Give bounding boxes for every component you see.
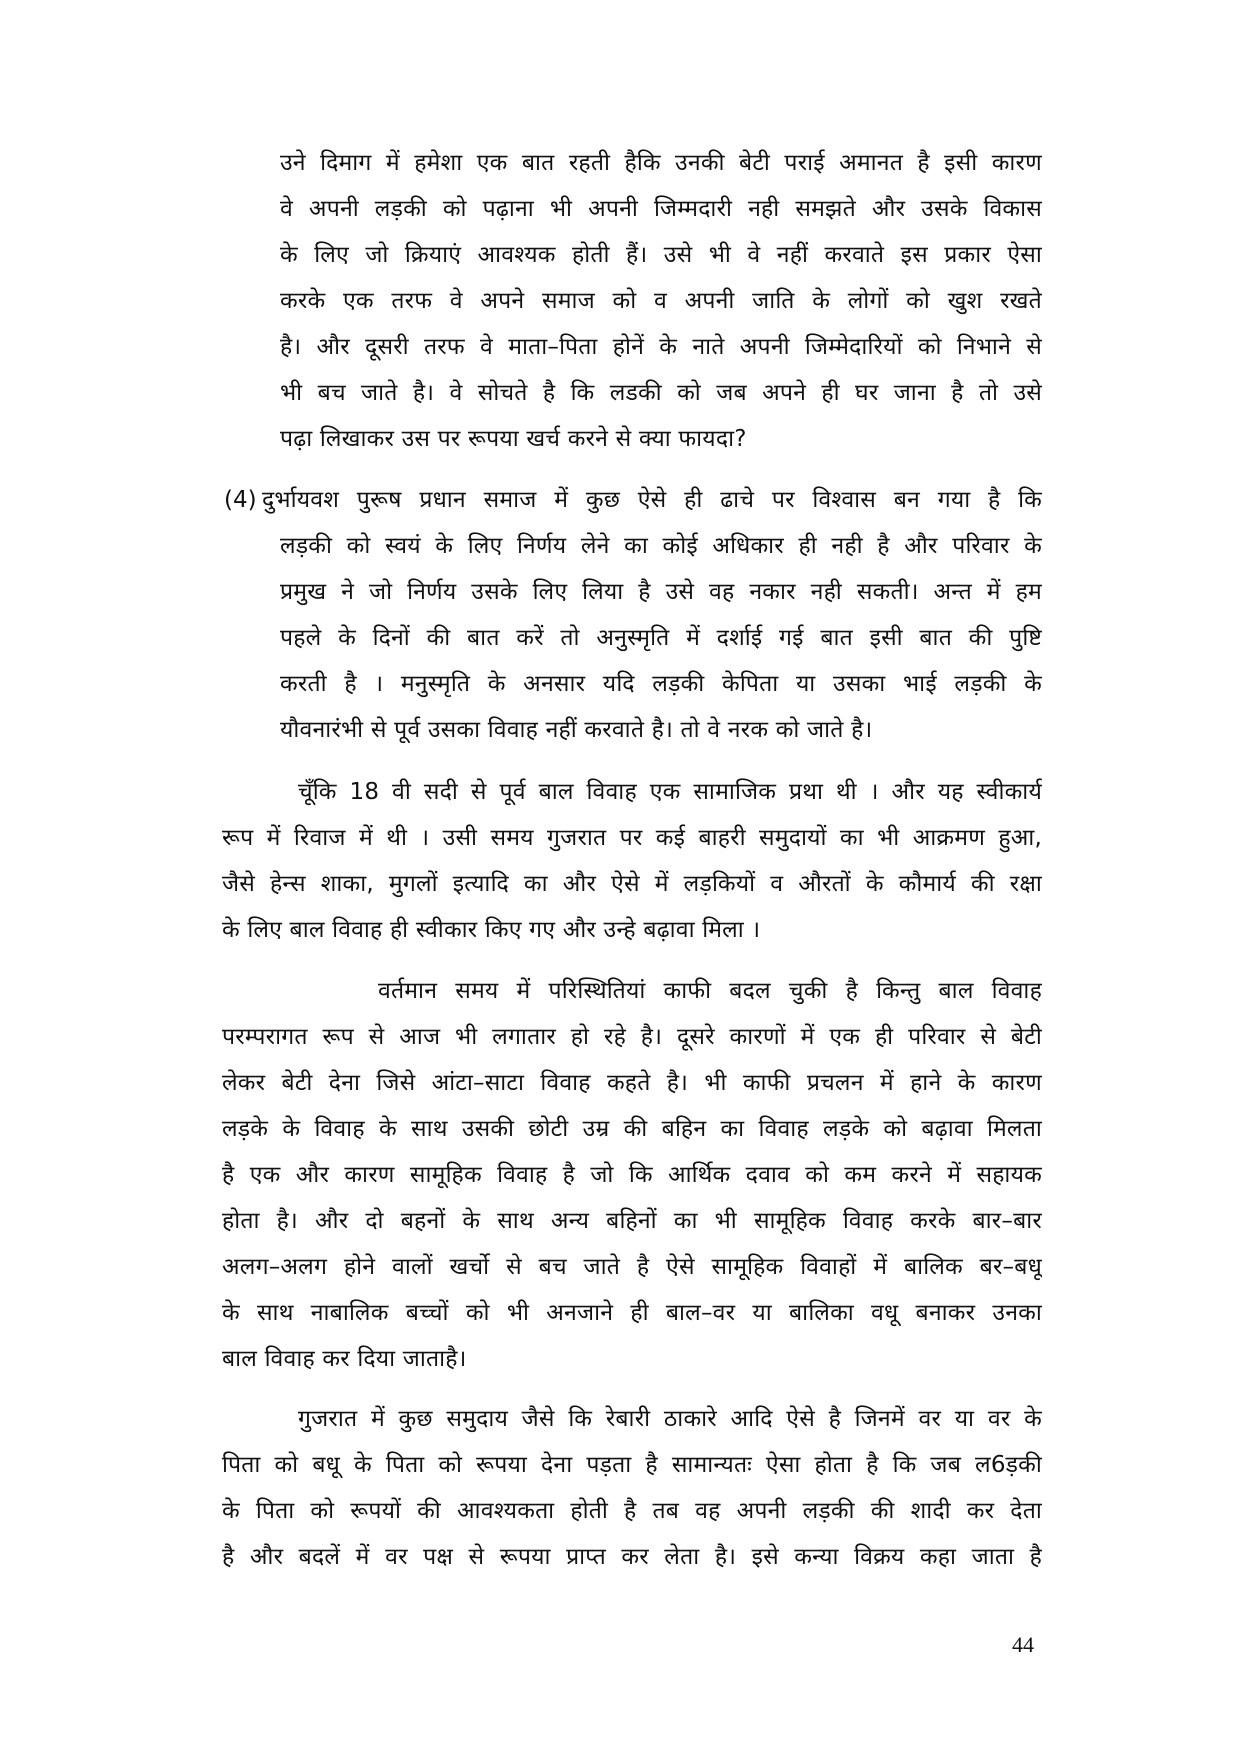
- paragraph-1-line: है। और दूसरी तरफ वे माता–पिता होनें के नाते अपनी जिम्मेदारियों को निभाने से: [280, 334, 1042, 360]
- list-item-number: (4): [224, 487, 257, 513]
- list-item-line: प्रमुख ने जो निर्णय उसके लिए लिया है उसे वह नकार नही सकती। अन्त में हम: [280, 579, 1042, 605]
- paragraph-3-line: अलग–अलग होने वालों खर्चो से बच जाते है ऐसे सामूहिक विवाहों में बालिक बर–बधू: [222, 1254, 1042, 1280]
- paragraph-2-line: चूँकि 18 वी सदी से पूर्व बाल विवाह एक सामाजिक प्रथा थी । और यह स्वीकार्य: [298, 779, 1042, 805]
- list-item-line: करती है । मनुस्मृति के अनसार यदि लड़की केपिता या उसका भाई लड़की के: [280, 671, 1042, 697]
- paragraph-2-line: के लिए बाल विवाह ही स्वीकार किए गए और उन्हे बढ़ावा मिला ।: [222, 917, 761, 943]
- list-item-line: लड़की को स्वयं के लिए निर्णय लेने का कोई अधिकार ही नही है और परिवार के: [280, 533, 1042, 559]
- paragraph-1-line: उने दिमाग में हमेशा एक बात रहती हैकि उनकी बेटी पराई अमानत है इसी कारण: [280, 150, 1042, 176]
- paragraph-1-line: वे अपनी लड़की को पढ़ाना भी अपनी जिम्मदारी नही समझते और उसके विकास: [280, 196, 1042, 222]
- paragraph-4-line: गुजरात में कुछ समुदाय जैसे कि रेबारी ठाकारे आदि ऐसे है जिनमें वर या वर के: [298, 1406, 1042, 1432]
- list-item-line: दुर्भायवश पुरूष प्रधान समाज में कुछ ऐसे ही ढाचे पर विश्वास बन गया है कि: [262, 487, 1042, 513]
- paragraph-4-line: के पिता को रूपयों की आवश्यकता होती है तब वह अपनी लड़की की शादी कर देता: [222, 1498, 1042, 1524]
- paragraph-3-line: होता है। और दो बहनों के साथ अन्य बहिनों का भी सामूहिक विवाह करके बार–बार: [222, 1208, 1042, 1234]
- paragraph-3-line: परम्परागत रूप से आज भी लगातार हो रहे है। दूसरे कारणों में एक ही परिवार से बेटी: [222, 1024, 1042, 1050]
- list-item-line: यौवनारंभी से पूर्व उसका विवाह नहीं करवाते है। तो वे नरक को जाते है।: [280, 717, 873, 743]
- paragraph-3-line: वर्तमान समय में परिस्थितियां काफी बदल चुकी है किन्तु बाल विवाह: [378, 978, 1042, 1004]
- paragraph-4-line: पिता को बधू के पिता को रूपया देना पड़ता है सामान्यतः ऐसा होता है कि जब ल6ड़की: [222, 1452, 1042, 1478]
- page-number: 44: [1012, 1632, 1034, 1657]
- paragraph-3-line: बाल विवाह कर दिया जाताहै।: [222, 1346, 467, 1372]
- paragraph-4-line: है और बदलें में वर पक्ष से रूपया प्राप्त कर लेता है। इसे कन्या विक्रय कहा जाता है: [222, 1544, 1042, 1570]
- paragraph-3-line: है एक और कारण सामूहिक विवाह है जो कि आर्थिक दवाव को कम करने में सहायक: [222, 1162, 1042, 1188]
- paragraph-1-line: भी बच जाते है। वे सोचते है कि लडकी को जब अपने ही घर जाना है तो उसे: [280, 380, 1042, 406]
- paragraph-3-line: के साथ नाबालिक बच्चों को भी अनजाने ही बाल–वर या बालिका वधू बनाकर उनका: [222, 1300, 1042, 1326]
- paragraph-3-line: लड़के के विवाह के साथ उसकी छोटी उम्र की बहिन का विवाह लड़के को बढ़ावा मिलता: [222, 1116, 1042, 1142]
- paragraph-1-line: करके एक तरफ वे अपने समाज को व अपनी जाति के लोगों को खुश रखते: [280, 288, 1042, 314]
- paragraph-1-line: के लिए जो क्रियाएं आवश्यक होती हैं। उसे भी वे नहीं करवाते इस प्रकार ऐसा: [280, 242, 1042, 268]
- list-item-line: पहले के दिनों की बात करें तो अनुस्मृति में दर्शाई गई बात इसी बात की पुष्टि: [280, 625, 1042, 651]
- paragraph-1-line: पढ़ा लिखाकर उस पर रूपया खर्च करने से क्या फायदा?: [280, 426, 747, 452]
- paragraph-2-line: रूप में रिवाज में थी । उसी समय गुजरात पर कई बाहरी समुदायों का भी आक्रमण हुआ,: [222, 825, 1042, 851]
- paragraph-2-line: जैसे हेन्स शाका, मुगलों इत्यादि का और ऐसे में लड़कियों व औरतों के कौमार्य की रक्षा: [222, 871, 1042, 897]
- paragraph-3-line: लेकर बेटी देना जिसे आंटा–साटा विवाह कहते है। भी काफी प्रचलन में हाने के कारण: [222, 1070, 1042, 1096]
